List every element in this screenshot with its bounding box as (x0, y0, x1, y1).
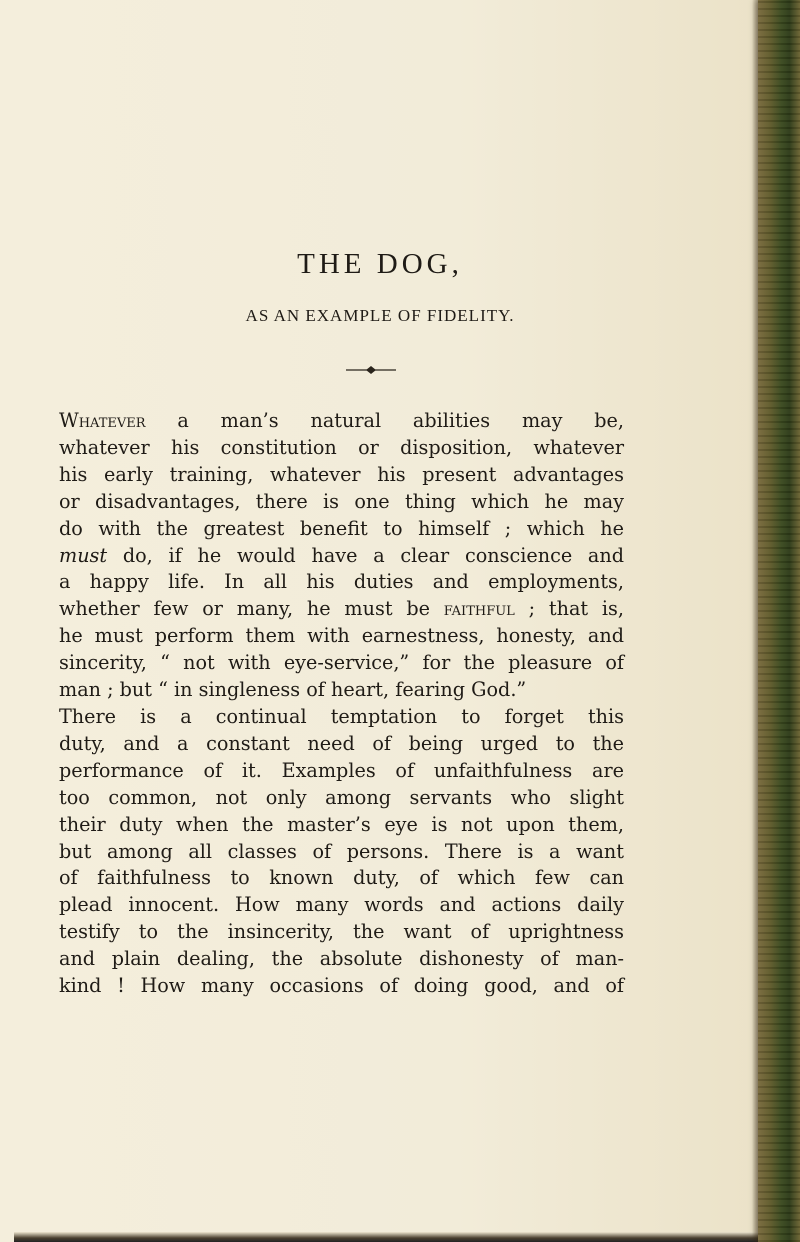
chapter-title: THE DOG, (297, 248, 463, 280)
text-line: and plain dealing, the absolute dishonesty of man- (59, 947, 624, 971)
book-spine (758, 0, 800, 1242)
text-line: sincerity, “ not with eye-service,” for the pleasure of (59, 651, 624, 675)
text-line: must do, if he would have a clear conscience and (59, 543, 624, 567)
diamond-rule-ornament (346, 365, 396, 375)
text-line: whether few or many, he must be faithful ; that is, (59, 597, 624, 621)
text-line: whatever his constitution or disposition, whatever (59, 435, 624, 459)
text-line: testify to the insincerity, the want of uprightness (59, 920, 624, 944)
chapter-subtitle: AS AN EXAMPLE OF FIDELITY. (245, 306, 515, 325)
body-paragraph (59, 408, 624, 1000)
page-bottom-edge (14, 1232, 760, 1242)
text-line: There is a continual temptation to forget this (59, 704, 624, 728)
text-line: of faithfulness to known duty, of which few can (59, 866, 624, 890)
text-line: their duty when the master’s eye is not upon them, (59, 812, 624, 836)
text-line: duty, and a constant need of being urged to the (59, 731, 624, 755)
text-line: his early training, whatever his present advantages (59, 462, 624, 486)
text-line: performance of it. Examples of unfaithfulness are (59, 758, 624, 782)
text-line: a happy life. In all his duties and employments, (59, 570, 624, 594)
text-line: kind ! How many occasions of doing good, and of (59, 974, 624, 998)
text-line: or disadvantages, there is one thing which he may (59, 489, 624, 513)
text-line: Whatever a man’s natural abilities may be, (59, 409, 624, 432)
text-line: man ; but “ in singleness of heart, fearing God.” (59, 678, 527, 702)
text-line: too common, not only among servants who slight (59, 785, 624, 809)
text-line: but among all classes of persons. There is a want (59, 839, 624, 863)
text-line: he must perform them with earnestness, honesty, and (59, 624, 624, 648)
text-line: plead innocent. How many words and actions daily (59, 893, 624, 917)
text-line: do with the greatest benefit to himself ; which he (59, 516, 624, 540)
